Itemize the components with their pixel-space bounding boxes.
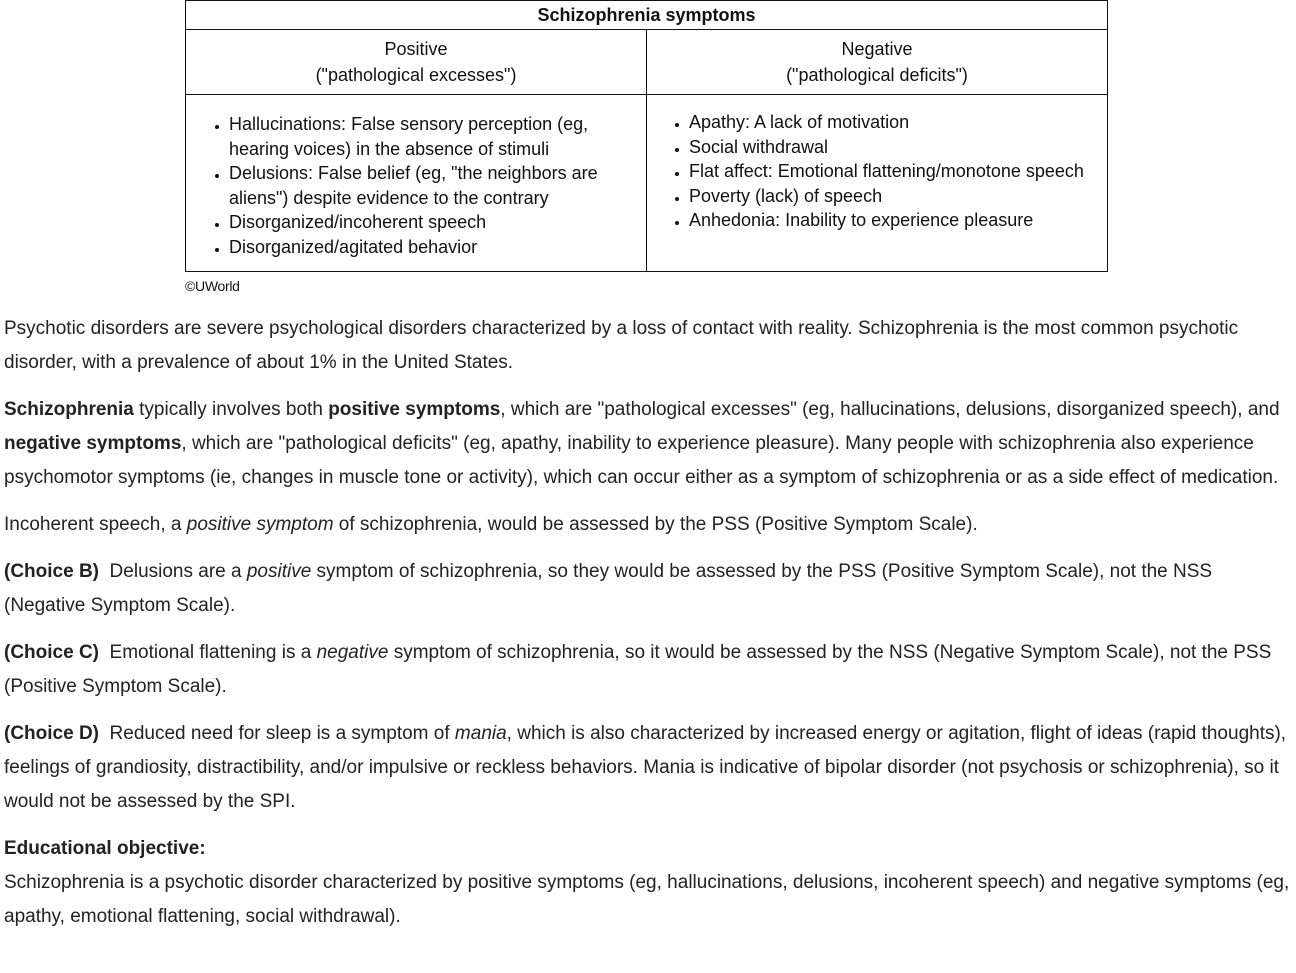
choice-b-explanation [4, 555, 1292, 623]
paragraph-text: symptom of schizophrenia, so it would be assessed by the NSS (Negative Symptom Scale), not the PSS (Positive Symptom Scale). [4, 642, 1272, 697]
objective-heading-text: Educational objective: [4, 838, 206, 859]
paragraph-text: Incoherent speech, a [4, 514, 187, 535]
list-item: • Social withdrawal [689, 135, 1107, 160]
negative-header-label: Negative [841, 39, 913, 59]
choice-label: (Choice D) [4, 723, 99, 744]
negative-symptoms-list [647, 110, 1107, 233]
schizophrenia-symptoms-table [185, 0, 1108, 272]
image-credit: ©UWorld [185, 278, 240, 294]
paragraph-text: of schizophrenia, would be assessed by the PSS (Positive Symptom Scale). [333, 514, 978, 535]
bold-term: positive symptoms [328, 399, 501, 420]
list-item: • Apathy: A lack of motivation [689, 110, 1107, 135]
negative-symptoms-cell [647, 95, 1108, 272]
educational-objective-heading [4, 832, 1292, 866]
paragraph-text: typically involves both [133, 399, 329, 420]
positive-symptoms-list [186, 112, 646, 259]
paragraph-text: symptom of schizophrenia, so they would be assessed by the PSS (Positive Symptom Scale), not the NSS (Negative Symptom Scale). [4, 561, 1213, 616]
italic-term: positive symptom [186, 514, 334, 535]
paragraph-text: Delusions are a [99, 561, 247, 582]
list-item: • Anhedonia: Inability to experience pleasure [689, 208, 1107, 233]
paragraph-text: Emotional flattening is a [99, 642, 317, 663]
negative-column-header [647, 30, 1108, 95]
paragraph-text: , which are "pathological excesses" (eg, hallucinations, delusions, disorganized speech), and [500, 399, 1280, 420]
list-item: • Poverty (lack) of speech [689, 184, 1107, 209]
list-item: • Disorganized/incoherent speech [229, 210, 646, 235]
symptoms-table-figure [185, 0, 1108, 272]
explanation-body [4, 312, 1292, 934]
paragraph-text: , which is also characterized by increased energy or agitation, flight of ideas (rapid thoughts), feelings of grandiosity, distractibility, and/or impulsive or reckless behaviors. Mania is indicative of bipolar disorder (not psychosis or schizophrenia), so it would not be assessed by the SPI. [4, 723, 1287, 812]
choice-label: (Choice B) [4, 561, 99, 582]
bold-term: negative symptoms [4, 433, 182, 454]
positive-header-sublabel: ("pathological excesses") [315, 65, 517, 85]
list-item: • Flat affect: Emotional flattening/monotone speech [689, 159, 1107, 184]
list-item: • Delusions: False belief (eg, "the neighbors are aliens") despite evidence to the contrary [229, 161, 646, 210]
positive-symptoms-cell [186, 95, 647, 272]
correct-answer-paragraph [4, 508, 1292, 542]
symptoms-paragraph [4, 393, 1292, 495]
intro-paragraph: Psychotic disorders are severe psychological disorders characterized by a loss of contact with reality. Schizophrenia is the most common psychotic disorder, with a prevalence of about 1% in the United States. [4, 318, 1239, 373]
bold-term: Schizophrenia [4, 399, 134, 420]
table-title: Schizophrenia symptoms [186, 1, 1108, 30]
paragraph-text: , which are "pathological deficits" (eg, apathy, inability to experience pleasure). Many people with schizophrenia also experience psychomotor symptoms (ie, changes in muscle tone or activity), which can occur either as a symptom of schizophrenia or as a side effect of medication. [4, 433, 1279, 488]
italic-term: positive [246, 561, 312, 582]
paragraph-text: Reduced need for sleep is a symptom of [99, 723, 455, 744]
choice-c-explanation [4, 636, 1292, 704]
negative-header-sublabel: ("pathological deficits") [786, 65, 968, 85]
list-item: • Hallucinations: False sensory perception (eg, hearing voices) in the absence of stimuli [229, 112, 646, 161]
choice-label: (Choice C) [4, 642, 99, 663]
positive-header-label: Positive [384, 39, 448, 59]
italic-term: negative [316, 642, 389, 663]
list-item: • Disorganized/agitated behavior [229, 235, 646, 260]
positive-column-header [186, 30, 647, 95]
choice-d-explanation [4, 717, 1292, 819]
educational-objective-text: Schizophrenia is a psychotic disorder characterized by positive symptoms (eg, hallucinations, delusions, incoherent speech) and negative symptoms (eg, apathy, emotional flattening, social withdrawal). [4, 872, 1290, 927]
italic-term: mania [454, 723, 507, 744]
